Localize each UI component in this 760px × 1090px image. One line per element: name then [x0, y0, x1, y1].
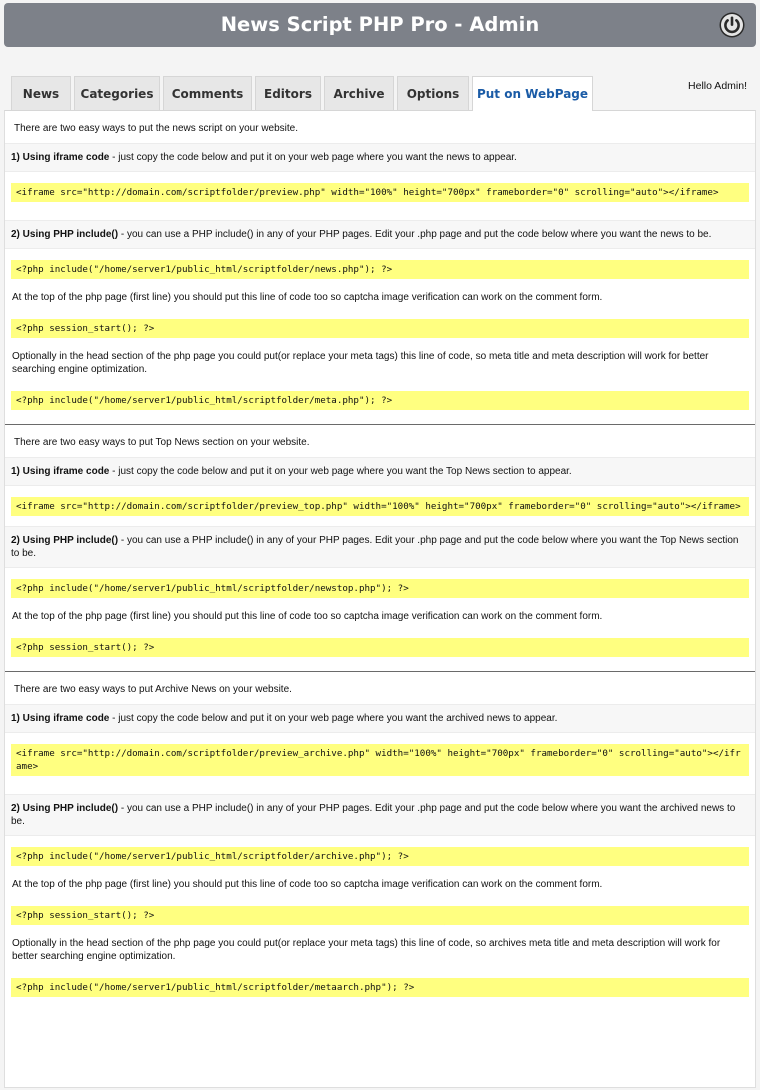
main-tabs	[11, 76, 596, 110]
section-intro: There are two easy ways to put Top News section on your website.	[14, 437, 310, 448]
iframe-code[interactable]: <iframe src="http://domain.com/scriptfolder/preview_archive.php" width="100%" height="700px" frameborder="0" scrolling="auto"></iframe>	[11, 744, 749, 776]
iframe-method-desc: - just copy the code below and put it on your web page where you want the archived news to appear.	[109, 713, 558, 724]
power-icon[interactable]	[719, 12, 745, 38]
app-header	[4, 3, 756, 47]
meta-code[interactable]: <?php include("/home/server1/public_html/scriptfolder/metaarch.php"); ?>	[11, 978, 749, 997]
tab-options[interactable]: Options	[397, 76, 469, 110]
tab-categories[interactable]: Categories	[74, 76, 160, 110]
tab-comments[interactable]: Comments	[163, 76, 252, 110]
tab-editors[interactable]: Editors	[255, 76, 321, 110]
session-code[interactable]: <?php session_start(); ?>	[11, 638, 749, 657]
iframe-method-bar	[5, 143, 755, 172]
php-method-desc: - you can use a PHP include() in any of your PHP pages. Edit your .php page and put the code below where you want the archived news to be.	[11, 803, 736, 827]
php-method-label: 2) Using PHP include()	[11, 803, 119, 814]
iframe-method-bar	[5, 704, 755, 733]
iframe-method-label: 1) Using iframe code	[11, 152, 110, 163]
iframe-method-label: 1) Using iframe code	[11, 466, 110, 477]
section-news	[5, 111, 755, 410]
section-intro: There are two easy ways to put Archive News on your website.	[14, 684, 292, 695]
php-include-code[interactable]: <?php include("/home/server1/public_html/scriptfolder/newstop.php"); ?>	[11, 579, 749, 598]
greeting: Hello Admin!	[688, 80, 747, 92]
iframe-method-desc: - just copy the code below and put it on your web page where you want the Top News section to appear.	[109, 466, 572, 477]
content-panel	[4, 110, 756, 1088]
php-method-bar	[5, 794, 755, 836]
php-method-label: 2) Using PHP include()	[11, 535, 119, 546]
app-title: News Script PHP Pro - Admin	[220, 13, 540, 36]
php-method-desc: - you can use a PHP include() in any of your PHP pages. Edit your .php page and put the code below where you want the news to be.	[118, 229, 712, 240]
php-include-code[interactable]: <?php include("/home/server1/public_html/scriptfolder/archive.php"); ?>	[11, 847, 749, 866]
section-intro: There are two easy ways to put the news script on your website.	[14, 123, 299, 134]
meta-note: Optionally in the head section of the php page you could put(or replace your meta tags) this line of code, so archives meta title and meta description will work for better searching engine optimization.	[12, 938, 721, 962]
meta-code[interactable]: <?php include("/home/server1/public_html/scriptfolder/meta.php"); ?>	[11, 391, 749, 410]
section-archive-news	[5, 672, 755, 997]
spacer	[5, 786, 755, 794]
php-method-bar	[5, 526, 755, 568]
php-method-desc: - you can use a PHP include() in any of your PHP pages. Edit your .php page and put the code below where you want the Top News section to be.	[11, 535, 739, 559]
session-note: At the top of the php page (first line) you should put this line of code too so captcha image verification can work on the comment form.	[12, 879, 603, 890]
php-method-label: 2) Using PHP include()	[11, 229, 119, 240]
session-note: At the top of the php page (first line) you should put this line of code too so captcha image verification can work on the comment form.	[12, 611, 603, 622]
section-top-news	[5, 425, 755, 657]
meta-note: Optionally in the head section of the php page you could put(or replace your meta tags) this line of code, so meta title and meta description will work for better searching engine optimization.	[12, 351, 709, 375]
tab-archive[interactable]: Archive	[324, 76, 394, 110]
php-method-bar	[5, 220, 755, 249]
iframe-method-desc: - just copy the code below and put it on your web page where you want the news to appear.	[109, 152, 517, 163]
iframe-code[interactable]: <iframe src="http://domain.com/scriptfolder/preview_top.php" width="100%" height="700px" frameborder="0" scrolling="auto"></iframe>	[11, 497, 749, 516]
iframe-code[interactable]: <iframe src="http://domain.com/scriptfolder/preview.php" width="100%" height="700px" frameborder="0" scrolling="auto"></iframe>	[11, 183, 749, 202]
tab-put-on-webpage[interactable]: Put on WebPage	[472, 76, 593, 111]
session-note: At the top of the php page (first line) you should put this line of code too so captcha image verification can work on the comment form.	[12, 292, 603, 303]
iframe-method-label: 1) Using iframe code	[11, 713, 110, 724]
session-code[interactable]: <?php session_start(); ?>	[11, 906, 749, 925]
php-include-code[interactable]: <?php include("/home/server1/public_html/scriptfolder/news.php"); ?>	[11, 260, 749, 279]
spacer	[5, 212, 755, 220]
session-code[interactable]: <?php session_start(); ?>	[11, 319, 749, 338]
iframe-method-bar	[5, 457, 755, 486]
tab-news[interactable]: News	[11, 76, 71, 110]
